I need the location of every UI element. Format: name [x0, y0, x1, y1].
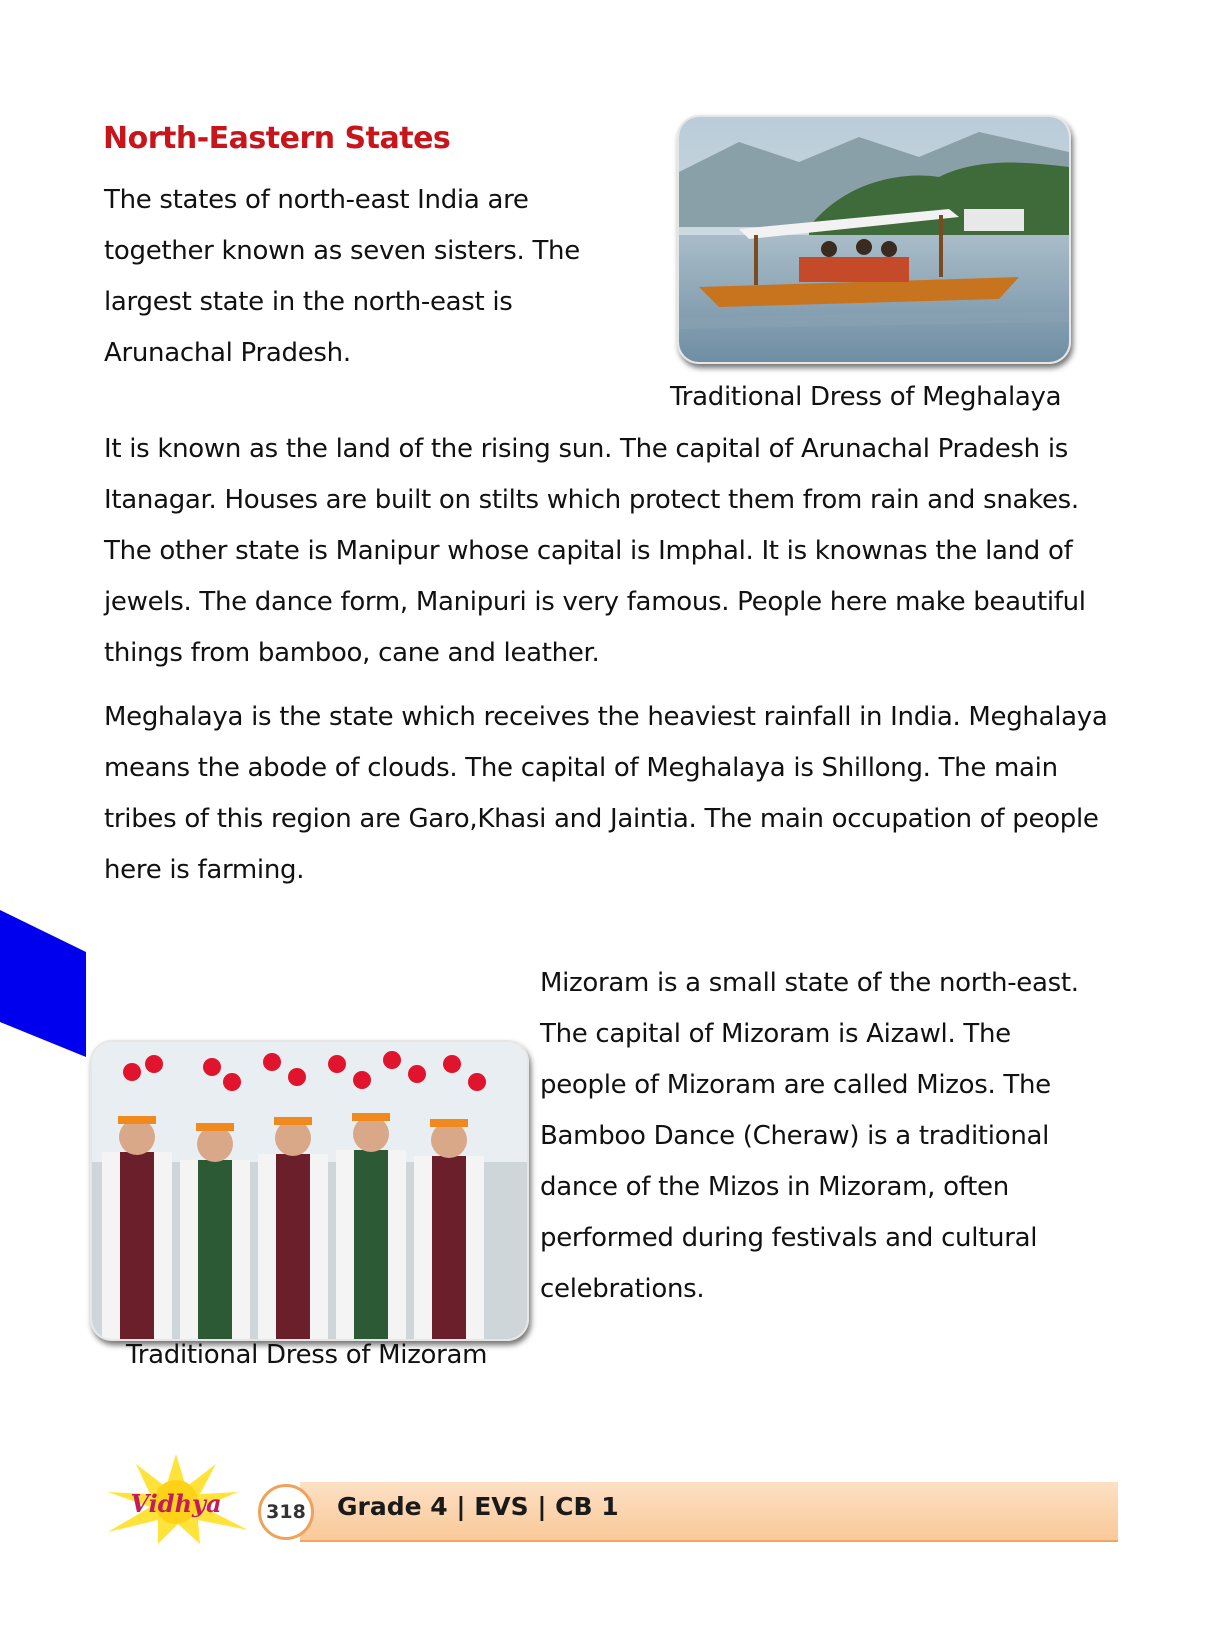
svg-text:Vidhya: Vidhya: [130, 1489, 222, 1518]
meghalaya-paragraph: Meghalaya is the state which receives the heaviest rainfall in India. Meghalaya means the abode of clouds. The capital of Meghalaya is Shillong. The main tribes of this region are Garo,Khasi and Jaintia. The main occupation of people here is farming.: [104, 702, 1108, 885]
blue-accent-shape: [0, 910, 90, 1060]
mizoram-caption: Traditional Dress of Mizoram: [126, 1340, 488, 1370]
footer-label: Grade 4 | EVS | CB 1: [337, 1492, 619, 1521]
page-number: 318: [258, 1484, 314, 1540]
arunachal-manipur-paragraph: It is known as the land of the rising sun. The capital of Arunachal Pradesh is Itanagar. Houses are built on stilts which protect them from rain and snakes. The other state is Manipur whose capital is Imphal. It is knownas the land of jewels. The dance form, Manipuri is very famous. People here make beautiful things from bamboo, cane and leather.: [104, 434, 1086, 668]
mizoram-paragraph: Mizoram is a small state of the north-east. The capital of Mizoram is Aizawl. The people of Mizoram are called Mizos. The Bamboo Dance (Cheraw) is a traditional dance of the Mizos in Mizoram, often performed during festivals and cultural celebrations.: [540, 968, 1079, 1304]
intro-paragraph: The states of north-east India are together known as seven sisters. The largest state in the north-east is Arunachal Pradesh.: [104, 185, 580, 368]
vidhya-logo: [88, 1452, 263, 1547]
boat-lake-photo: [677, 115, 1071, 364]
mizo-dress-photo: [90, 1040, 529, 1341]
section-heading: North-Eastern States: [103, 121, 451, 156]
meghalaya-caption: Traditional Dress of Meghalaya: [670, 382, 1062, 412]
